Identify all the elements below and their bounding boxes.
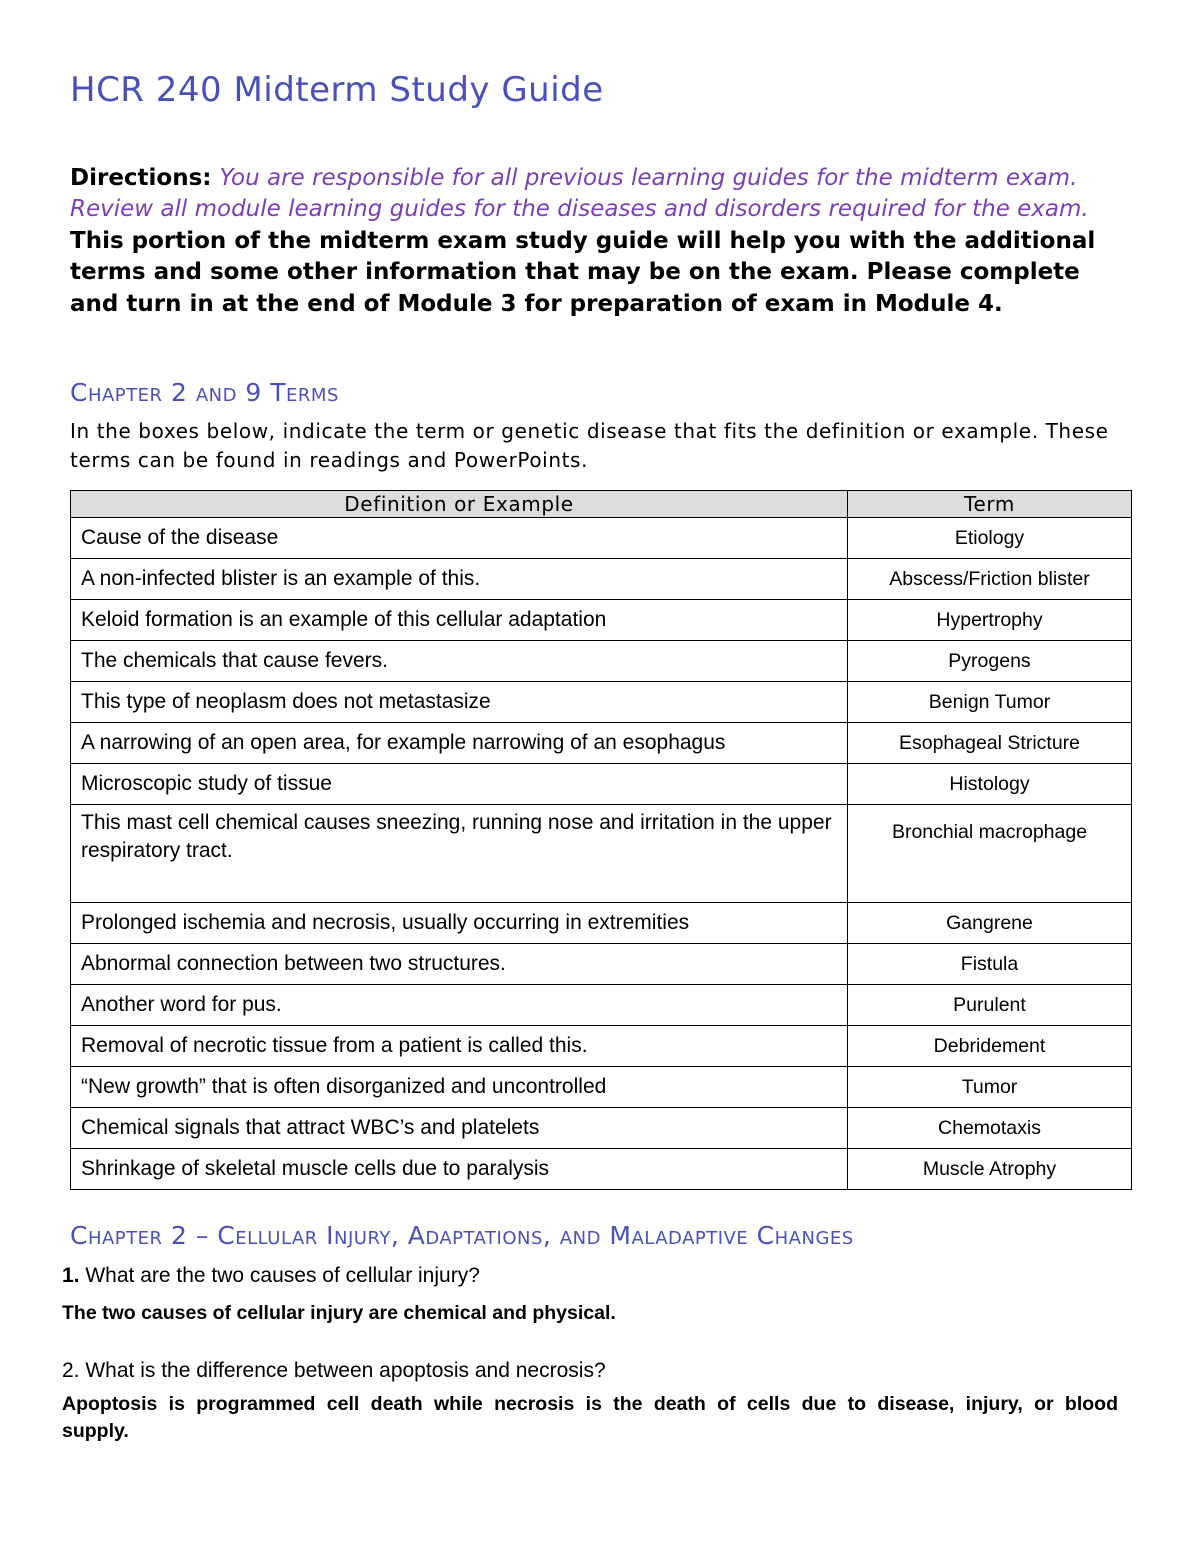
definition-cell: Chemical signals that attract WBC’s and platelets [71, 1108, 848, 1149]
answer-1: The two causes of cellular injury are chemical and physical. [62, 1302, 616, 1324]
table-row [71, 764, 1132, 805]
definition-cell: A narrowing of an open area, for example narrowing of an esophagus [71, 723, 848, 764]
table-row [71, 985, 1132, 1026]
term-cell: Etiology [848, 518, 1132, 559]
term-cell: Bronchial macrophage [848, 805, 1132, 903]
definition-cell: Shrinkage of skeletal muscle cells due to paralysis [71, 1149, 848, 1190]
table-row [71, 1108, 1132, 1149]
table-header-row [71, 491, 1132, 518]
term-cell: Fistula [848, 944, 1132, 985]
term-cell: Abscess/Friction blister [848, 559, 1132, 600]
table-row [71, 944, 1132, 985]
definition-cell: A non-infected blister is an example of this. [71, 559, 848, 600]
table-row [71, 518, 1132, 559]
definition-cell: Cause of the disease [71, 518, 848, 559]
definition-cell: Prolonged ischemia and necrosis, usually occurring in extremities [71, 903, 848, 944]
question-1 [62, 1264, 480, 1288]
definition-cell: “New growth” that is often disorganized and uncontrolled [71, 1067, 848, 1108]
header-term: Term [848, 491, 1132, 518]
term-cell: Benign Tumor [848, 682, 1132, 723]
definition-cell: This mast cell chemical causes sneezing, running nose and irritation in the upper respiratory tract. [71, 805, 848, 903]
term-cell: Histology [848, 764, 1132, 805]
term-cell: Gangrene [848, 903, 1132, 944]
table-row [71, 682, 1132, 723]
table-row [71, 559, 1132, 600]
question-1-text: What are the two causes of cellular injury? [85, 1264, 480, 1287]
term-cell: Debridement [848, 1026, 1132, 1067]
table-row [71, 1026, 1132, 1067]
question-1-number: 1. [62, 1264, 80, 1287]
directions-paragraph [70, 163, 1120, 320]
page-title: HCR 240 Midterm Study Guide [70, 70, 604, 110]
directions-italic-text: You are responsible for all previous learning guides for the midterm exam. Review all module learning guides for the diseases and disorders required for the exam. [70, 165, 1089, 223]
question-2-text: What is the difference between apoptosis and necrosis? [85, 1359, 606, 1382]
section-heading-terms: Chapter 2 and 9 Terms [70, 378, 339, 407]
definition-cell: Another word for pus. [71, 985, 848, 1026]
header-definition: Definition or Example [71, 491, 848, 518]
term-cell: Esophageal Stricture [848, 723, 1132, 764]
definition-cell: Keloid formation is an example of this cellular adaptation [71, 600, 848, 641]
definition-cell: Removal of necrotic tissue from a patient is called this. [71, 1026, 848, 1067]
table-row [71, 723, 1132, 764]
definition-cell: Abnormal connection between two structures. [71, 944, 848, 985]
term-cell: Tumor [848, 1067, 1132, 1108]
answer-2: Apoptosis is programmed cell death while necrosis is the death of cells due to disease, injury, or blood supply. [62, 1393, 1118, 1442]
term-cell: Muscle Atrophy [848, 1149, 1132, 1190]
term-cell: Pyrogens [848, 641, 1132, 682]
definition-cell: The chemicals that cause fevers. [71, 641, 848, 682]
question-2 [62, 1359, 606, 1383]
question-2-number: 2. [62, 1359, 80, 1382]
table-row [71, 1149, 1132, 1190]
section-heading-chapter2: Chapter 2 – Cellular Injury, Adaptations, and Maladaptive Changes [70, 1221, 854, 1250]
definition-cell: Microscopic study of tissue [71, 764, 848, 805]
term-cell: Hypertrophy [848, 600, 1132, 641]
table-instructions: In the boxes below, indicate the term or genetic disease that fits the definition or example. These terms can be found in readings and PowerPoints. [70, 419, 1109, 472]
term-cell: Purulent [848, 985, 1132, 1026]
term-cell: Chemotaxis [848, 1108, 1132, 1149]
table-row [71, 903, 1132, 944]
table-row [71, 805, 1132, 903]
table-row [71, 641, 1132, 682]
table-row [71, 1067, 1132, 1108]
definition-cell: This type of neoplasm does not metastasize [71, 682, 848, 723]
directions-body-text: This portion of the midterm exam study guide will help you with the additional terms and some other information that may be on the exam. Please complete and turn in at the end of Module 3 for preparation of exam in Module 4. [70, 227, 1096, 317]
table-row [71, 600, 1132, 641]
terms-table [70, 490, 1132, 1190]
directions-label: Directions: [70, 165, 212, 191]
